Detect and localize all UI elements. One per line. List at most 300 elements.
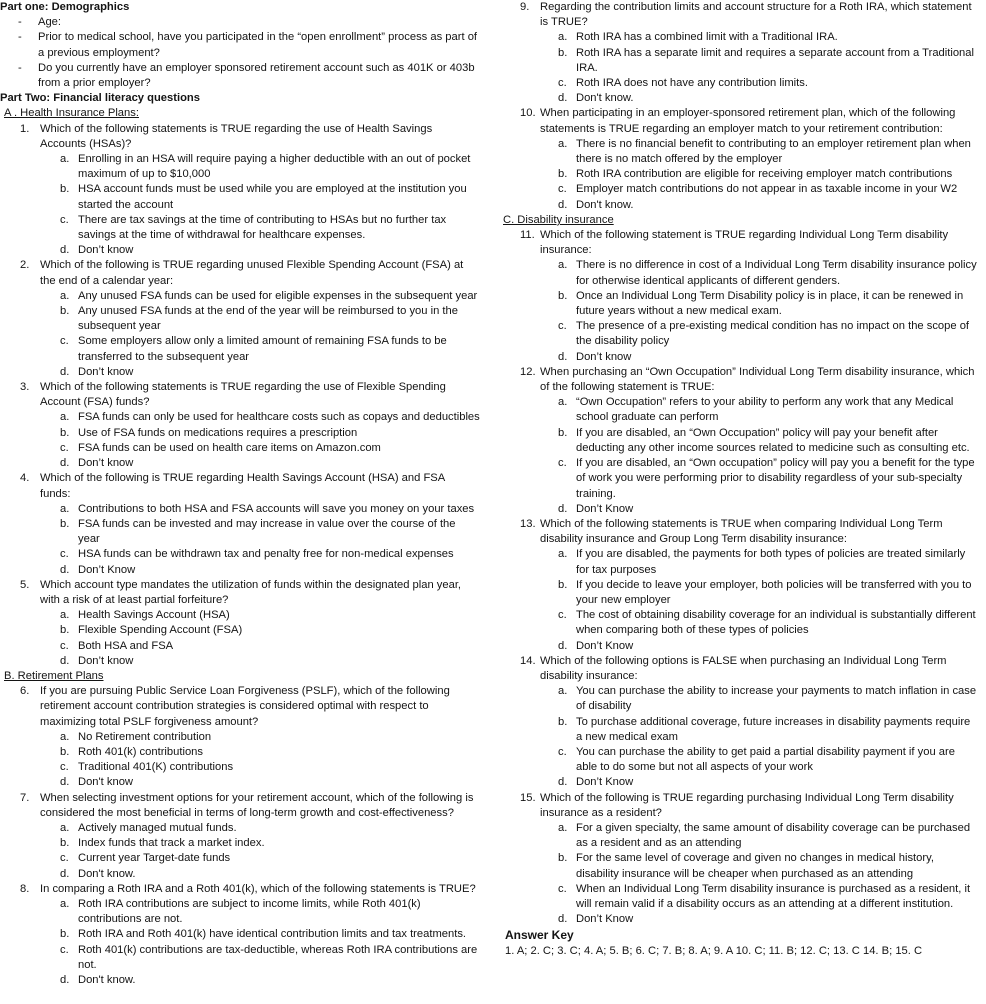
option-line	[503, 258, 983, 273]
option-letter: d.	[558, 198, 568, 211]
option-letter: a.	[558, 396, 568, 409]
line-text: will remain valid if a disability occurs as an attending at a different institution.	[576, 897, 954, 910]
option-letter: a.	[60, 502, 70, 515]
option-letter: d.	[60, 974, 70, 986]
line-text: disability insurance and Group Long Term disability insurance:	[540, 533, 847, 546]
option-line	[503, 912, 983, 927]
question-continuation	[0, 715, 500, 730]
question-continuation	[0, 395, 500, 410]
line-text: there is no match offered by the employer	[576, 153, 783, 166]
line-text: Don’t Know	[576, 776, 634, 789]
line-text: Enrolling in an HSA will require paying a higher deductible with an out of pocket	[78, 153, 471, 166]
answer-key-values	[503, 944, 983, 959]
line-text: There is no difference in cost of a Individual Long Term disability insurance policy	[576, 259, 977, 272]
line-text: year	[78, 533, 100, 546]
option-continuation	[503, 304, 983, 319]
bullet-dash: -	[18, 16, 22, 29]
option-continuation	[503, 699, 983, 714]
option-line	[0, 334, 500, 349]
option-line	[0, 608, 500, 623]
option-letter: d.	[558, 776, 568, 789]
line-text: Which of the following statements is TRUE regarding the use of Health Savings	[40, 122, 433, 135]
option-letter: a.	[558, 821, 568, 834]
option-letter: c.	[60, 441, 69, 454]
option-line	[0, 730, 500, 745]
line-text: Which of the following is TRUE regarding Health Savings Account (HSA) and FSA	[40, 472, 446, 485]
question-number: 14.	[520, 654, 536, 667]
option-line	[0, 639, 500, 654]
option-continuation	[0, 167, 500, 182]
option-letter: b.	[558, 46, 568, 59]
question-number: 13.	[520, 517, 536, 530]
option-letter: a.	[558, 259, 568, 272]
question-number: 9.	[520, 1, 530, 13]
question-number: 4.	[20, 472, 30, 485]
question-continuation	[503, 122, 983, 137]
line-text: the end of a calendar year:	[40, 274, 174, 287]
question-line	[0, 380, 500, 395]
line-text: with a risk of at least partial forfeiture?	[40, 593, 229, 606]
option-letter: c.	[60, 639, 69, 652]
question-continuation	[0, 137, 500, 152]
option-continuation	[0, 198, 500, 213]
line-text: Which account type mandates the utilization of funds within the designated plan year,	[40, 578, 462, 591]
question-line	[0, 578, 500, 593]
option-line	[0, 927, 500, 942]
line-text: subsequent year	[78, 320, 161, 333]
option-letter: b.	[558, 715, 568, 728]
question-line	[0, 122, 500, 137]
option-letter: c.	[60, 852, 69, 865]
line-text: FSA funds can only be used for healthcare costs such as copays and deductibles	[78, 411, 480, 424]
line-text: Don’t Know	[576, 639, 634, 652]
option-letter: c.	[60, 213, 69, 226]
option-continuation	[503, 274, 983, 289]
line-text: Both HSA and FSA	[78, 639, 174, 652]
line-text: Age:	[38, 16, 62, 29]
left-column	[0, 0, 500, 988]
bullet-dash: -	[18, 61, 22, 74]
option-continuation	[503, 623, 983, 638]
option-letter: d.	[60, 867, 70, 880]
line-text: maximum of up to $10,000	[78, 168, 211, 181]
option-line	[0, 213, 500, 228]
line-text: for otherwise identical applicants of different genders.	[576, 274, 841, 287]
option-letter: d.	[558, 913, 568, 926]
line-text: Don’t Know	[576, 502, 634, 515]
question-line	[0, 471, 500, 486]
line-text: training.	[576, 487, 616, 500]
option-line	[503, 426, 983, 441]
option-letter: b.	[60, 837, 70, 850]
line-text: When participating in an employer-sponsored retirement plan, which of the following	[540, 107, 956, 120]
line-text: a previous employment?	[38, 46, 160, 59]
line-text: Once an Individual Long Term Disability policy is in place, it can be renewed in	[576, 289, 964, 302]
question-number: 11.	[520, 229, 535, 242]
line-text: as a resident and as an attending	[576, 837, 742, 850]
line-text: Don’t know	[576, 350, 632, 363]
option-line	[503, 319, 983, 334]
line-text: Don’t know	[78, 244, 134, 257]
line-text: contributions are not.	[78, 913, 183, 926]
option-letter: c.	[558, 609, 567, 622]
option-letter: d.	[60, 244, 70, 257]
demographic-item	[0, 30, 500, 45]
option-line	[0, 289, 500, 304]
line-text: Roth IRA contribution are eligible for receiving employer match contributions	[576, 168, 953, 181]
line-text: You can purchase the ability to get paid a partial disability payment if you are	[576, 745, 955, 758]
line-text: HSA funds can be withdrawn tax and penalty free for non-medical expenses	[78, 548, 454, 561]
option-continuation	[0, 228, 500, 243]
option-letter: c.	[558, 745, 567, 758]
line-text: Which of the following statement is TRUE regarding Individual Long Term disability	[540, 229, 949, 242]
option-line	[503, 182, 983, 197]
question-line	[0, 684, 500, 699]
line-text: Which of the following is TRUE regarding unused Flexible Spending Account (FSA) at	[40, 259, 464, 272]
option-line	[503, 684, 983, 699]
line-text: Which of the following statements is TRUE when comparing Individual Long Term	[540, 517, 943, 530]
line-text: Don’t Know	[576, 913, 634, 926]
question-continuation	[0, 699, 500, 714]
line-text: Flexible Spending Account (FSA)	[78, 624, 243, 637]
option-letter: d.	[60, 563, 70, 576]
option-line	[0, 897, 500, 912]
option-line	[503, 851, 983, 866]
option-letter: b.	[60, 624, 70, 637]
option-line	[0, 851, 500, 866]
option-continuation	[503, 152, 983, 167]
line-text: If you decide to leave your employer, both policies will be transferred with you to	[576, 578, 972, 591]
line-text: If you are pursuing Public Service Loan Forgiveness (PSLF), which of the following	[40, 685, 450, 698]
line-text: Any unused FSA funds at the end of the year will be reimbursed to you in the	[78, 305, 458, 318]
question-continuation	[503, 380, 983, 395]
option-line	[0, 517, 500, 532]
option-continuation	[503, 760, 983, 775]
question-line	[0, 258, 500, 273]
question-continuation	[503, 15, 983, 30]
line-text: Prior to medical school, have you participated in the “open enrollment” process as part of	[38, 31, 478, 44]
option-letter: c.	[60, 335, 69, 348]
question-line	[503, 654, 983, 669]
line-text: when comparing both of these types of policies	[576, 624, 809, 637]
option-continuation	[503, 730, 983, 745]
line-text: Some employers allow only a limited amount of remaining FSA funds to be	[78, 335, 447, 348]
question-line	[0, 882, 500, 897]
option-continuation	[0, 532, 500, 547]
line-text: your new employer	[576, 593, 671, 606]
option-continuation	[503, 410, 983, 425]
line-text: disability insurance:	[540, 669, 638, 682]
option-continuation	[503, 593, 983, 608]
line-text: If you are disabled, the payments for both types of policies are treated similarly	[576, 548, 966, 561]
option-line	[0, 973, 500, 988]
line-text: Don’t know	[78, 457, 134, 470]
option-line	[503, 289, 983, 304]
line-text: of work you were performing prior to disability regardless of your sub-specialty	[576, 472, 963, 485]
question-number: 1.	[20, 122, 30, 135]
line-text: a new medical exam	[576, 730, 678, 743]
line-text: Roth IRA does not have any contribution limits.	[576, 77, 808, 90]
option-line	[0, 410, 500, 425]
line-text: B. Retirement Plans	[4, 669, 104, 682]
option-letter: a.	[558, 31, 568, 44]
option-line	[503, 821, 983, 836]
option-line	[0, 836, 500, 851]
demographic-item	[0, 61, 500, 76]
option-continuation	[0, 350, 500, 365]
line-text: If you are disabled, an “Own Occupation” policy will pay your benefit after	[576, 426, 938, 439]
option-line	[503, 578, 983, 593]
option-continuation	[503, 867, 983, 882]
line-text: FSA funds can be used on health care items on Amazon.com	[78, 441, 381, 454]
line-text: future years without a new medical exam.	[576, 305, 782, 318]
option-line	[503, 456, 983, 471]
option-line	[0, 563, 500, 578]
option-letter: a.	[60, 609, 70, 622]
option-letter: c.	[60, 761, 69, 774]
option-letter: c.	[558, 183, 567, 196]
option-letter: b.	[558, 426, 568, 439]
option-line	[0, 745, 500, 760]
option-line	[0, 304, 500, 319]
option-letter: a.	[60, 897, 70, 910]
option-letter: b.	[60, 183, 70, 196]
line-text: Don't know.	[576, 92, 634, 105]
line-text: Roth IRA has a separate limit and requires a separate account from a Traditional	[576, 46, 974, 59]
option-continuation	[503, 61, 983, 76]
option-letter: b.	[558, 289, 568, 302]
line-text: retirement account contribution strategies is considered optimal with respect to	[40, 700, 429, 713]
option-letter: b.	[558, 168, 568, 181]
option-line	[0, 152, 500, 167]
question-number: 5.	[20, 578, 30, 591]
option-letter: b.	[60, 517, 70, 530]
line-text: In comparing a Roth IRA and a Roth 401(k), which of the following statements is TRUE?	[40, 882, 476, 895]
line-text: Roth IRA has a combined limit with a Traditional IRA.	[576, 31, 838, 44]
option-letter: d.	[60, 365, 70, 378]
option-line	[503, 639, 983, 654]
option-line	[0, 821, 500, 836]
line-text: Answer Key	[505, 928, 574, 943]
line-text: deducting any other income sources related to medicine such as consulting etc.	[576, 441, 970, 454]
option-continuation	[0, 912, 500, 927]
line-text: You can purchase the ability to increase your payments to match inflation in case	[576, 685, 977, 698]
option-letter: b.	[558, 852, 568, 865]
question-line	[0, 791, 500, 806]
option-letter: a.	[60, 153, 70, 166]
option-continuation	[503, 334, 983, 349]
option-letter: d.	[60, 457, 70, 470]
line-text: For a given specialty, the same amount of disability coverage can be purchased	[576, 821, 971, 834]
option-continuation	[503, 471, 983, 486]
question-continuation	[503, 243, 983, 258]
section-heading	[0, 106, 500, 121]
option-letter: d.	[558, 502, 568, 515]
option-line	[503, 167, 983, 182]
option-letter: a.	[60, 821, 70, 834]
option-line	[503, 30, 983, 45]
line-text: is TRUE?	[540, 16, 588, 29]
line-text: Which of the following statements is TRUE regarding the use of Flexible Spending	[40, 381, 446, 394]
option-letter: d.	[558, 350, 568, 363]
line-text: IRA.	[576, 61, 598, 74]
question-line	[503, 106, 983, 121]
question-number: 2.	[20, 259, 30, 272]
option-letter: d.	[60, 776, 70, 789]
demographic-continuation	[0, 46, 500, 61]
option-letter: c.	[558, 457, 567, 470]
option-letter: a.	[558, 548, 568, 561]
line-text: started the account	[78, 198, 174, 211]
line-text: Don't know	[78, 776, 133, 789]
question-number: 12.	[520, 365, 536, 378]
line-text: insurance as a resident?	[540, 806, 662, 819]
question-continuation	[0, 487, 500, 502]
line-text: Which of the following is TRUE regarding purchasing Individual Long Term disability	[540, 791, 954, 804]
option-line	[503, 91, 983, 106]
line-text: “Own Occupation” refers to your ability to perform any work that any Medical	[576, 396, 954, 409]
line-text: When purchasing an “Own Occupation” Individual Long Term disability insurance, which	[540, 365, 975, 378]
option-line	[503, 198, 983, 213]
option-letter: d.	[60, 654, 70, 667]
option-line	[503, 395, 983, 410]
line-text: Current year Target-date funds	[78, 852, 231, 865]
line-text: Don't know.	[78, 867, 136, 880]
line-text: from a prior employer?	[38, 77, 151, 90]
question-number: 8.	[20, 882, 30, 895]
option-continuation	[503, 487, 983, 502]
option-line	[503, 715, 983, 730]
line-text: Health Savings Account (HSA)	[78, 609, 230, 622]
line-text: Roth IRA contributions are subject to income limits, while Roth 401(k)	[78, 897, 421, 910]
line-text: Employer match contributions do not appear in as taxable income in your W2	[576, 183, 958, 196]
option-line	[503, 775, 983, 790]
line-text: If you are disabled, an “Own occupation” policy will pay you a benefit for the type	[576, 457, 975, 470]
question-line	[503, 228, 983, 243]
part-heading	[0, 91, 500, 106]
line-text: HSA account funds must be used while you are employed at the institution you	[78, 183, 467, 196]
question-number: 15.	[520, 791, 536, 804]
option-letter: b.	[60, 426, 70, 439]
option-line	[503, 76, 983, 91]
option-line	[0, 867, 500, 882]
part-heading	[0, 0, 500, 15]
option-letter: c.	[558, 320, 567, 333]
line-text: Contributions to both HSA and FSA accounts will save you money on your taxes	[78, 502, 475, 515]
line-text: C. Disability insurance	[503, 213, 614, 226]
line-text: Don’t know	[78, 365, 134, 378]
option-letter: a.	[558, 137, 568, 150]
line-text: Roth 401(k) contributions are tax-deductible, whereas Roth IRA contributions are	[78, 943, 478, 956]
line-text: the disability policy	[576, 335, 670, 348]
line-text: Don't know.	[576, 198, 634, 211]
line-text: When selecting investment options for your retirement account, which of the following is	[40, 791, 474, 804]
demographic-item	[0, 15, 500, 30]
option-continuation	[503, 563, 983, 578]
line-text: 1. A; 2. C; 3. C; 4. A; 5. B; 6. C; 7. B; 8. A; 9. A 10. C; 11. B; 12. C; 13. C 14. B; 15. C	[505, 944, 923, 957]
line-text: not.	[78, 958, 97, 971]
line-text: Roth 401(k) contributions	[78, 745, 203, 758]
right-column	[503, 0, 983, 959]
bullet-dash: -	[18, 31, 22, 44]
option-line	[0, 775, 500, 790]
option-letter: d.	[558, 639, 568, 652]
line-text: Part Two: Financial literacy questions	[0, 92, 200, 105]
line-text: Traditional 401(K) contributions	[78, 761, 234, 774]
question-line	[503, 791, 983, 806]
line-text: considered the most beneficial in terms of long-term growth and cost-effectiveness?	[40, 806, 454, 819]
option-letter: c.	[60, 943, 69, 956]
question-line	[503, 365, 983, 380]
line-text: funds:	[40, 487, 71, 500]
line-text: When an Individual Long Term disability insurance is purchased as a resident, it	[576, 882, 971, 895]
question-number: 10.	[520, 107, 536, 120]
option-letter: a.	[558, 685, 568, 698]
section-heading	[503, 213, 983, 228]
option-letter: b.	[60, 928, 70, 941]
line-text: able to do some but not all aspects of your work	[576, 761, 813, 774]
option-line	[0, 365, 500, 380]
option-line	[0, 502, 500, 517]
option-line	[503, 608, 983, 623]
option-letter: a.	[60, 411, 70, 424]
line-text: of disability	[576, 700, 632, 713]
line-text: Roth IRA and Roth 401(k) have identical contribution limits and tax treatments.	[78, 928, 467, 941]
option-line	[503, 547, 983, 562]
line-text: of the following statement is TRUE:	[540, 381, 715, 394]
option-letter: c.	[558, 77, 567, 90]
line-text: Don’t Know	[78, 563, 136, 576]
option-letter: b.	[558, 578, 568, 591]
option-continuation	[503, 897, 983, 912]
option-letter: a.	[60, 730, 70, 743]
line-text: Don't know.	[78, 974, 136, 986]
demographic-continuation	[0, 76, 500, 91]
line-text: Actively managed mutual funds.	[78, 821, 237, 834]
option-line	[503, 745, 983, 760]
option-continuation	[0, 958, 500, 973]
line-text: A . Health Insurance Plans:	[4, 107, 139, 120]
line-text: disability insurance will be cheaper when purchased as an attending	[576, 867, 914, 880]
line-text: Index funds that track a market index.	[78, 837, 265, 850]
line-text: The presence of a pre-existing medical condition has no impact on the scope of	[576, 320, 970, 333]
line-text: Any unused FSA funds can be used for eligible expenses in the subsequent year	[78, 289, 478, 302]
line-text: Do you currently have an employer sponsored retirement account such as 401K or 403b	[38, 61, 475, 74]
line-text: Regarding the contribution limits and account structure for a Roth IRA, which statement	[540, 1, 972, 13]
question-number: 7.	[20, 791, 30, 804]
option-continuation	[503, 836, 983, 851]
question-continuation	[0, 274, 500, 289]
line-text: To purchase additional coverage, future increases in disability payments require	[576, 715, 971, 728]
line-text: No Retirement contribution	[78, 730, 212, 743]
option-line	[0, 426, 500, 441]
question-line	[503, 517, 983, 532]
option-line	[0, 243, 500, 258]
option-line	[0, 547, 500, 562]
option-line	[503, 137, 983, 152]
line-text: Part one: Demographics	[0, 1, 130, 13]
line-text: statements is TRUE regarding an employer match to your retirement contribution:	[540, 122, 943, 135]
line-text: The cost of obtaining disability coverage for an individual is substantially different	[576, 609, 976, 622]
line-text: Accounts (HSAs)?	[40, 137, 132, 150]
line-text: Which of the following options is FALSE when purchasing an Individual Long Term	[540, 654, 947, 667]
option-continuation	[503, 441, 983, 456]
line-text: Account (FSA) funds?	[40, 396, 150, 409]
line-text: maximizing total PSLF forgiveness amount?	[40, 715, 259, 728]
line-text: for tax purposes	[576, 563, 657, 576]
option-line	[0, 943, 500, 958]
line-text: Don’t know	[78, 654, 134, 667]
